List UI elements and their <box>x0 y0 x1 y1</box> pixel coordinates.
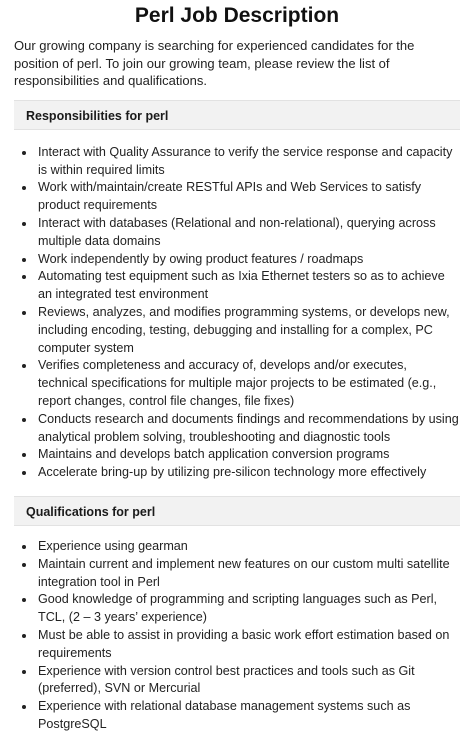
page-title: Perl Job Description <box>134 4 340 27</box>
intro-paragraph: Our growing company is searching for experienced candidates for the position of perl. To join our growing team, please review the list of responsibilities and qualifications. <box>14 38 415 89</box>
list-item: Verifies completeness and accuracy of, develops and/or executes, technical specifications for multiple major projects to be estimated (e.g., report changes, control file changes, file fixes) <box>14 357 460 410</box>
list-item: Maintains and develops batch application conversion programs <box>14 446 460 464</box>
list-item: Interact with Quality Assurance to verify the service response and capacity is within required limits <box>14 144 460 180</box>
list-item: Reviews, analyzes, and modifies programming systems, or develops new, including encoding, testing, debugging and installing for a complex, PC computer system <box>14 304 460 357</box>
list-item: Experience with relational database management systems such as PostgreSQL <box>14 698 460 734</box>
list-item: Automating test equipment such as Ixia Ethernet testers so as to achieve an integrated test environment <box>14 268 460 304</box>
responsibilities-header: Responsibilities for perl <box>14 100 460 130</box>
list-item: Experience using gearman <box>14 538 460 556</box>
list-item: Conducts research and documents findings and recommendations by using analytical problem solving, troubleshooting and diagnostic tools <box>14 411 460 447</box>
list-item: Work with/maintain/create RESTful APIs and Web Services to satisfy product requirements <box>14 179 460 215</box>
list-item: Must be able to assist in providing a basic work effort estimation based on requirements <box>14 627 460 663</box>
qualifications-header: Qualifications for perl <box>14 496 460 526</box>
list-item: Maintain current and implement new features on our custom multi satellite integration tool in Perl <box>14 556 460 592</box>
responsibilities-list <box>14 144 460 482</box>
list-item: Work independently by owing product features / roadmaps <box>14 251 460 269</box>
list-item: Accelerate bring-up by utilizing pre-silicon technology more effectively <box>14 464 460 482</box>
list-item: Experience with version control best practices and tools such as Git (preferred), SVN or Mercurial <box>14 663 460 699</box>
qualifications-list <box>14 538 460 734</box>
list-item: Good knowledge of programming and scripting languages such as Perl, TCL, (2 – 3 years’ experience) <box>14 591 460 627</box>
list-item: Interact with databases (Relational and non-relational), querying across multiple data domains <box>14 215 460 251</box>
